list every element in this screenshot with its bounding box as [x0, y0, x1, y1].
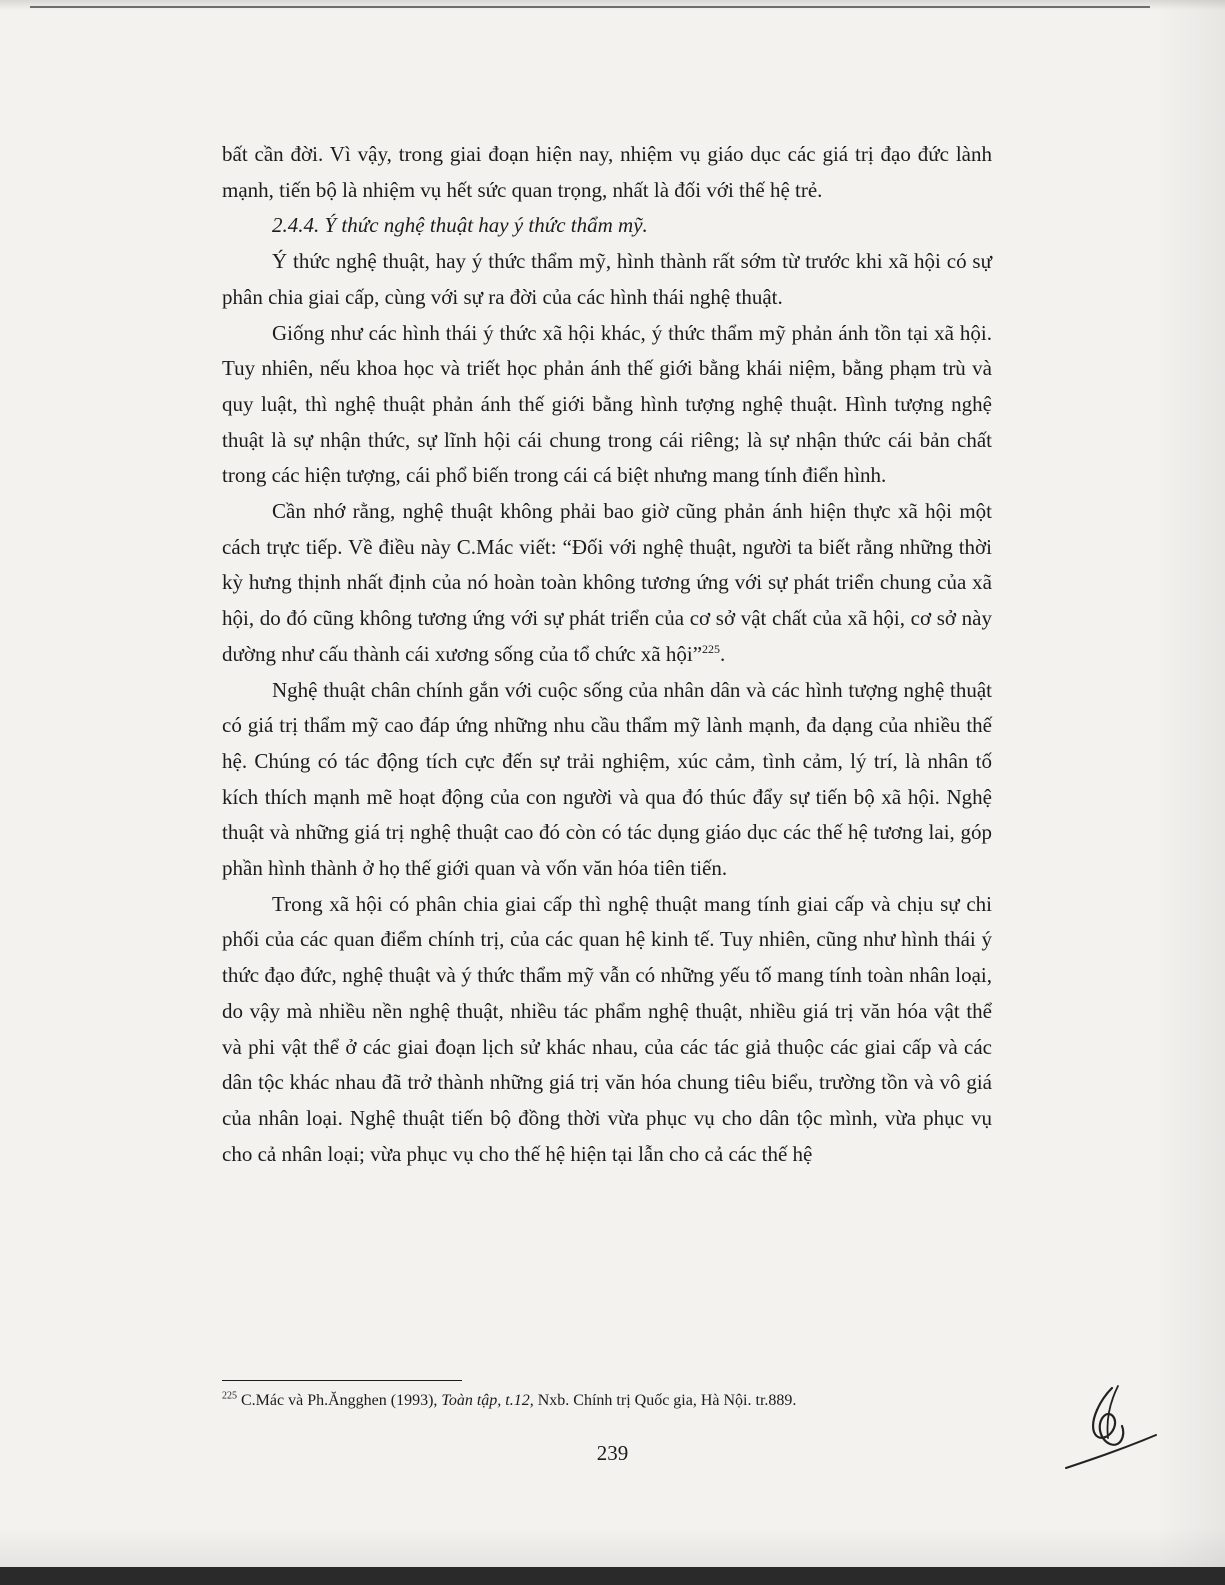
paragraph-6: Trong xã hội có phân chia giai cấp thì nghệ thuật mang tính giai cấp và chịu sự chi phối của các quan điểm chính trị, của các quan hệ kinh tế. Tuy nhiên, cũng như hình thái ý thức đạo đức, nghệ thuật và ý thức thẩm mỹ vẫn có những yếu tố mang tính toàn nhân loại, do vậy mà nhiều nền nghệ thuật, nhiều tác phẩm nghệ thuật, nhiều giá trị văn hóa vật thể và phi vật thể ở các giai đoạn lịch sử khác nhau, của các tác giả thuộc các giai cấp và các dân tộc khác nhau đã trở thành những giá trị văn hóa chung tiêu biểu, trường tồn và vô giá của nhân loại. Nghệ thuật tiến bộ đồng thời vừa phục vụ cho dân tộc mình, vừa phục vụ cho cả nhân loại; vừa phục vụ cho thế hệ hiện tại lẫn cho cả các thế hệ [222, 891, 992, 1166]
paragraph-5: Nghệ thuật chân chính gắn với cuộc sống của nhân dân và các hình tượng nghệ thuật có giá trị thẩm mỹ cao đáp ứng những nhu cầu thẩm mỹ lành mạnh, đa dạng của nhiều thế hệ. Chúng có tác động tích cực đến sự trải nghiệm, xúc cảm, tình cảm, lý trí, là nhân tố kích thích mạnh mẽ hoạt động của con người và qua đó thúc đẩy sự tiến bộ xã hội. Nghệ thuật và những giá trị nghệ thuật cao đó còn có tác dụng giáo dục các thế hệ tương lai, góp phần hình thành ở họ thế giới quan và vốn văn hóa tiên tiến. [222, 677, 992, 881]
footnote-divider [222, 1380, 462, 1381]
footnote-reference: 225 [702, 641, 721, 656]
footnote [222, 1390, 992, 1412]
footnote-publisher: Nxb. Chính trị Quốc gia, Hà Nội. tr.889. [537, 1392, 797, 1409]
paragraph-3: Giống như các hình thái ý thức xã hội khác, ý thức thẩm mỹ phản ánh tồn tại xã hội. Tuy nhiên, nếu khoa học và triết học phản ánh thế giới bằng khái niệm, bằng phạm trù và quy luật, thì nghệ thuật phản ánh thế giới bằng hình tượng nghệ thuật. Hình tượng nghệ thuật là sự nhận thức, sự lĩnh hội cái chung trong cái riêng; là sự nhận thức cái bản chất trong các hiện tượng, cái phổ biến trong cái cá biệt nhưng mang tính điển hình. [222, 320, 992, 488]
page-body [222, 137, 992, 1172]
footnote-authors: C.Mác và Ph.Ăngghen (1993), [241, 1392, 438, 1409]
scan-bottom-fade [0, 1527, 1225, 1567]
paragraph-4-text: Cần nhớ rằng, nghệ thuật không phải bao giờ cũng phản ánh hiện thực xã hội một cách trực tiếp. Về điều này C.Mác viết: “Đối với nghệ thuật, người ta biết rằng những thời kỳ hưng thịnh nhất định của nó hoàn toàn không tương ứng với sự phát triển chung của xã hội, do đó cũng không tương ứng với sự phát triển của cơ sở vật chất của xã hội, cơ sở này dường như cấu thành cái xương sống của tổ chức xã hội” [222, 499, 992, 666]
paragraph-2: Ý thức nghệ thuật, hay ý thức thẩm mỹ, hình thành rất sớm từ trước khi xã hội có sự phân chia giai cấp, cùng với sự ra đời của các hình thái nghệ thuật. [222, 249, 992, 309]
footnote-title: Toàn tập, t.12, [441, 1392, 534, 1409]
paragraph-4-tail: . [720, 641, 726, 666]
handwritten-signature [1060, 1380, 1160, 1475]
paragraph-1: bất cần đời. Vì vậy, trong giai đoạn hiện nay, nhiệm vụ giáo dục các giá trị đạo đức lành mạnh, tiến bộ là nhiệm vụ hết sức quan trọng, nhất là đối với thế hệ trẻ. [222, 142, 992, 202]
scan-top-line [30, 6, 1150, 8]
paragraph-4 [222, 494, 992, 673]
section-heading: 2.4.4. Ý thức nghệ thuật hay ý thức thẩm mỹ. [272, 213, 648, 238]
scan-bottom-edge [0, 1567, 1225, 1585]
page-number: 239 [596, 1441, 629, 1465]
footnote-marker: 225 [222, 1390, 237, 1402]
scan-shadow [1155, 0, 1225, 1585]
scan-edge [0, 0, 1225, 10]
